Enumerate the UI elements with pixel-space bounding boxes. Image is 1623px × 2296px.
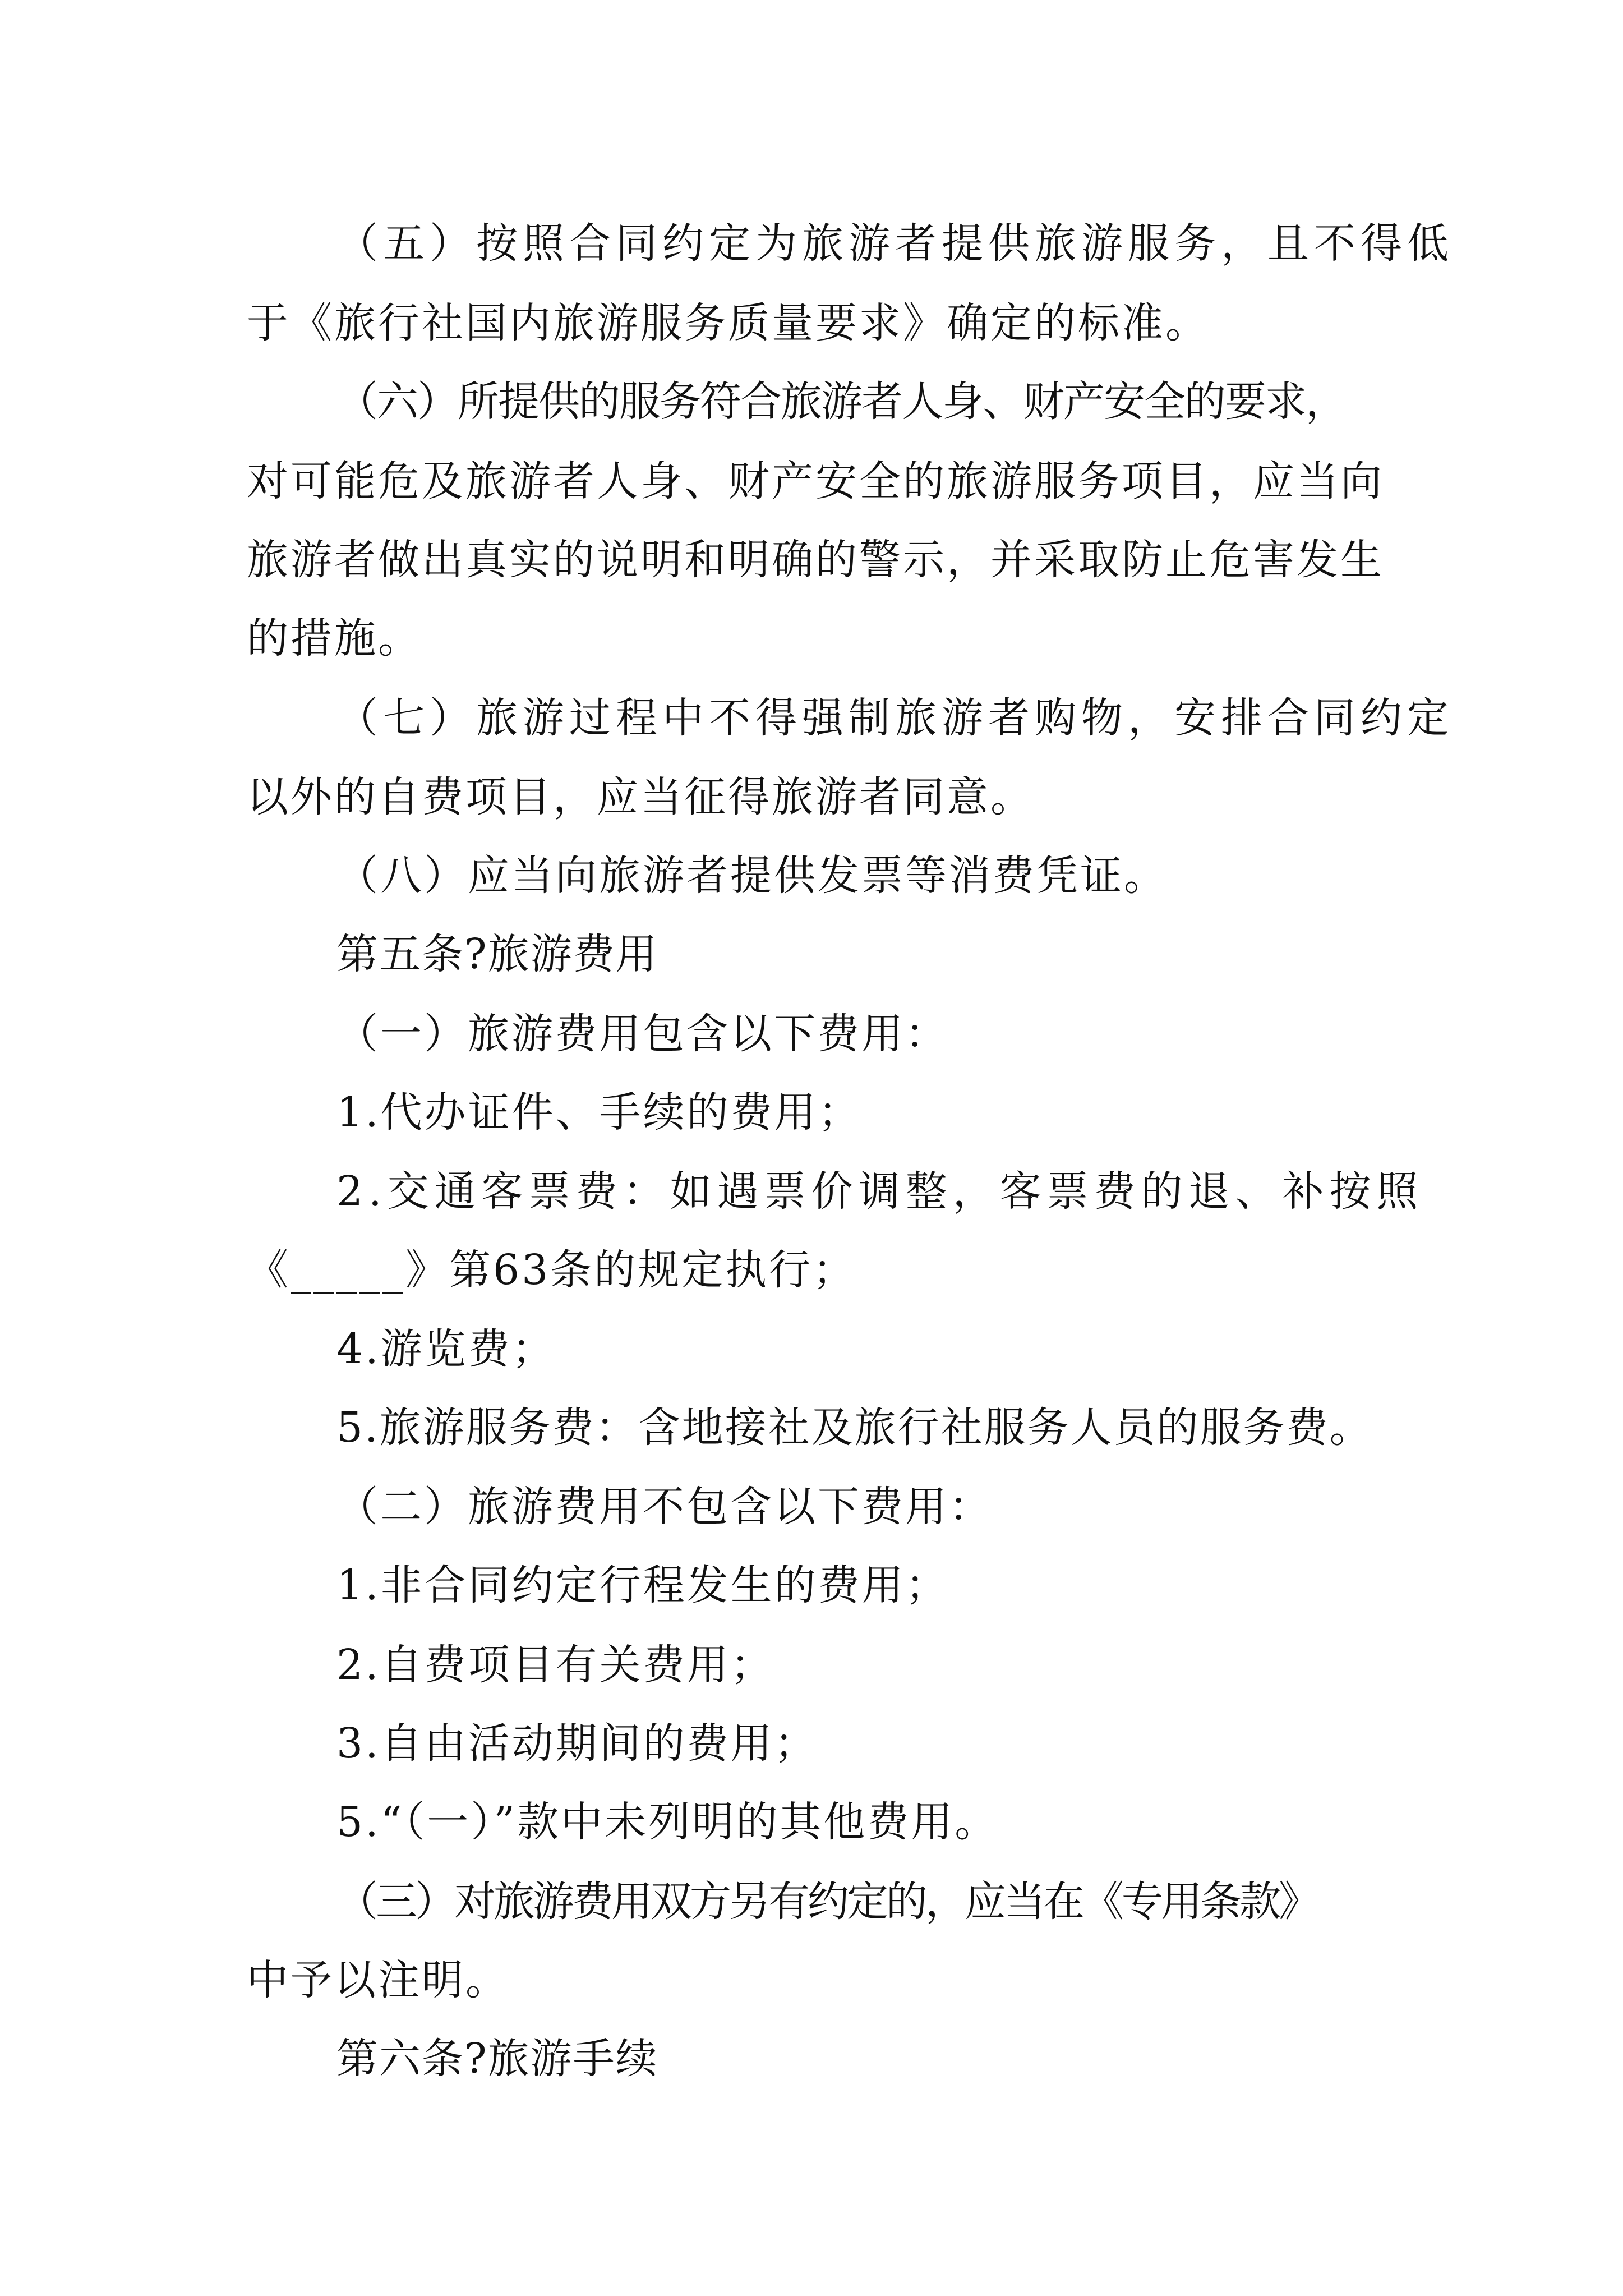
section-heading: 第六条?旅游手续 [336,2035,658,2083]
text-line: 5.旅游服务费：含地接社及旅行社服务人员的服务费。 [336,1404,1373,1452]
text-line: 5.“（一）”款中未列明的其他费用。 [336,1798,999,1846]
text-line: （六）所提供的服务符合旅游者人身、财产安全的要求， [336,378,1346,426]
text-line: 以外的自费项目，应当征得旅游者同意。 [247,773,1034,821]
text-line: 《_____》第63条的规定执行； [247,1246,857,1294]
text-line: （五）按照合同约定为旅游者提供旅游服务，且不得低 [336,219,1454,268]
text-line: 于《旅行社国内旅游服务质量要求》确定的标准。 [247,299,1209,347]
text-line: 1.非合同约定行程发生的费用； [336,1561,949,1609]
text-line: （三）对旅游费用双方另有约定的，应当在《专用条款》 [336,1878,1318,1926]
text-line: 的措施。 [247,614,422,662]
text-line: 3.自由活动期间的费用； [336,1719,818,1768]
section-heading: 第五条?旅游费用 [336,930,658,978]
text-line: 4.游览费； [336,1325,556,1373]
text-line: （二）旅游费用不包含以下费用： [336,1483,993,1531]
text-line: 2.交通客票费：如遇票价调整，客票费的退、补按照 [336,1167,1424,1216]
text-line: 2.自费项目有关费用； [336,1641,774,1689]
text-line: （八）应当向旅游者提供发票等消费凭证。 [336,852,1168,900]
text-line: （一）旅游费用包含以下费用： [336,1010,949,1058]
text-line: 旅游者做出真实的说明和明确的警示，并采取防止危害发生 [247,536,1384,584]
text-line: （七）旅游过程中不得强制旅游者购物，安排合同约定 [336,694,1454,742]
text-line: 1.代办证件、手续的费用； [336,1088,862,1137]
text-line: 中予以注明。 [247,1956,509,2004]
text-line: 对可能危及旅游者人身、财产安全的旅游服务项目，应当向 [247,457,1384,505]
